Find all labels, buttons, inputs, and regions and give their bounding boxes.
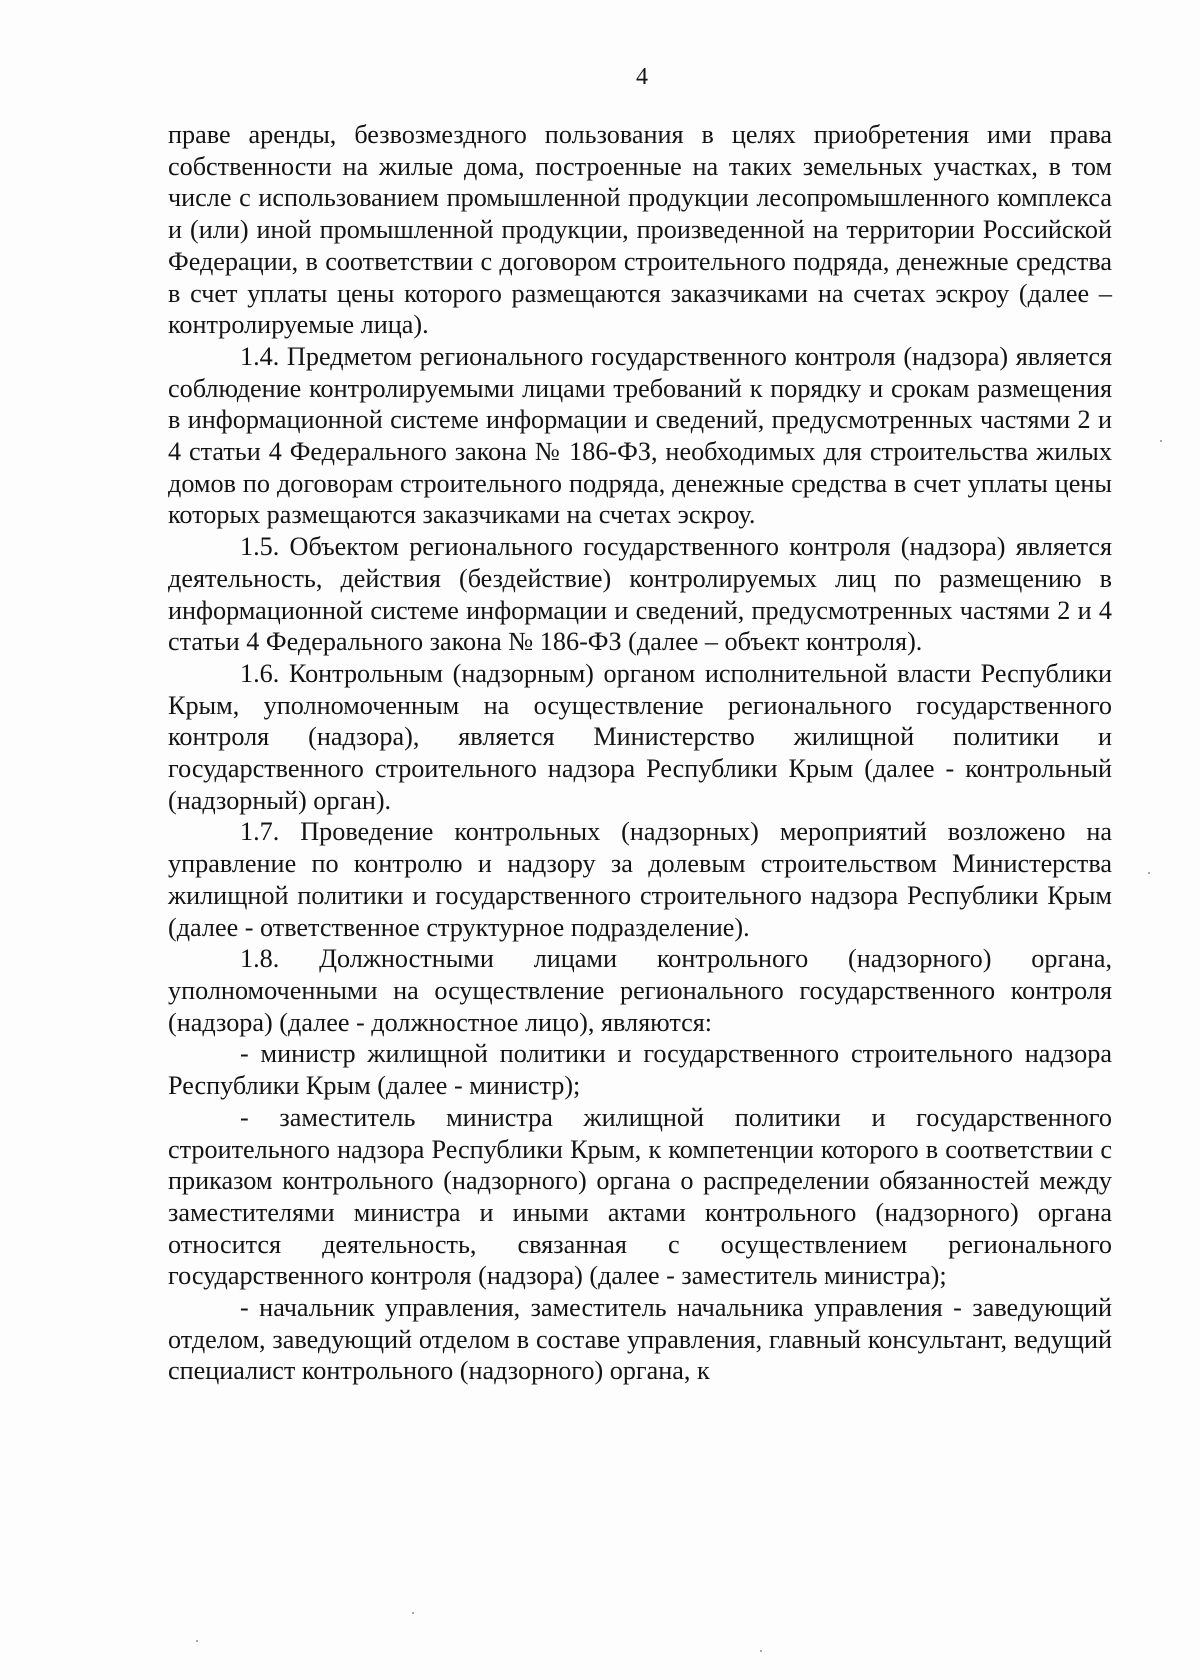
scan-speck — [1160, 440, 1162, 442]
scan-speck — [196, 1640, 198, 1642]
scan-speck — [760, 1650, 762, 1652]
scan-speck — [1148, 872, 1150, 874]
paragraph-1-5: 1.5. Объектом регионального государственного контроля (надзора) является деятельность, действия (бездействие) контролируемых лиц по размещению в информационной системе информации и сведений, предусмотренных частями 2 и 4 статьи 4 Федерального закона № 186-ФЗ (далее – объект контроля). — [168, 532, 1112, 657]
paragraph-1-6: 1.6. Контрольным (надзорным) органом исполнительной власти Республики Крым, уполномоченным на осуществление регионального государственного контроля (надзора), является Министерство жилищной политики и государственного строительного надзора Республики Крым (далее - контрольный (надзорный) орган). — [168, 658, 1112, 815]
document-body — [168, 119, 1112, 1387]
list-item-deputy-minister: - заместитель министра жилищной политики и государственного строительного надзора Республики Крым, к компетенции которого в соответствии с приказом контрольного (надзорного) органа о распределении обязанностей между заместителями министра и иными актами контрольного (надзорного) органа относится деятельность, связанная с осуществлением регионального государственного контроля (надзора) (далее - заместитель министра); — [168, 1102, 1112, 1291]
paragraph-1-7: 1.7. Проведение контрольных (надзорных) мероприятий возложено на управление по контролю и надзору за долевым строительством Министерства жилищной политики и государственного строительного надзора Республики Крым (далее - ответственное структурное подразделение). — [168, 817, 1112, 942]
page-number: 4 — [636, 64, 648, 90]
paragraph-intro: праве аренды, безвозмездного пользования в целях приобретения ими права собственности на жилые дома, построенные на таких земельных участках, в том числе с использованием промышленной продукции лесопромышленного комплекса и (или) иной промышленной продукции, произведенной на территории Российской Федерации, в соответствии с договором строительного подряда, денежные средства в счет уплаты цены которого размещаются заказчиками на счетах эскроу (далее – контролируемые лица). — [168, 120, 1112, 340]
paragraph-1-8: 1.8. Должностными лицами контрольного (надзорного) органа, уполномоченными на осуществление регионального государственного контроля (надзора) (далее - должностное лицо), являются: — [168, 944, 1112, 1037]
scan-speck — [412, 1612, 414, 1614]
list-item-minister: - министр жилищной политики и государственного строительного надзора Республики Крым (далее - министр); — [168, 1039, 1112, 1101]
paragraph-1-4: 1.4. Предметом регионального государственного контроля (надзора) является соблюдение контролируемыми лицами требований к порядку и срокам размещения в информационной системе информации и сведений, предусмотренных частями 2 и 4 статьи 4 Федерального закона № 186-ФЗ, необходимых для строительства жилых домов по договорам строительного подряда, денежные средства в счет уплаты цены которых размещаются заказчиками на счетах эскроу. — [168, 341, 1112, 530]
list-item-head-of-department: - начальник управления, заместитель начальника управления - заведующий отделом, заведующий отделом в составе управления, главный консультант, ведущий специалист контрольного (надзорного) органа, к — [168, 1293, 1112, 1386]
